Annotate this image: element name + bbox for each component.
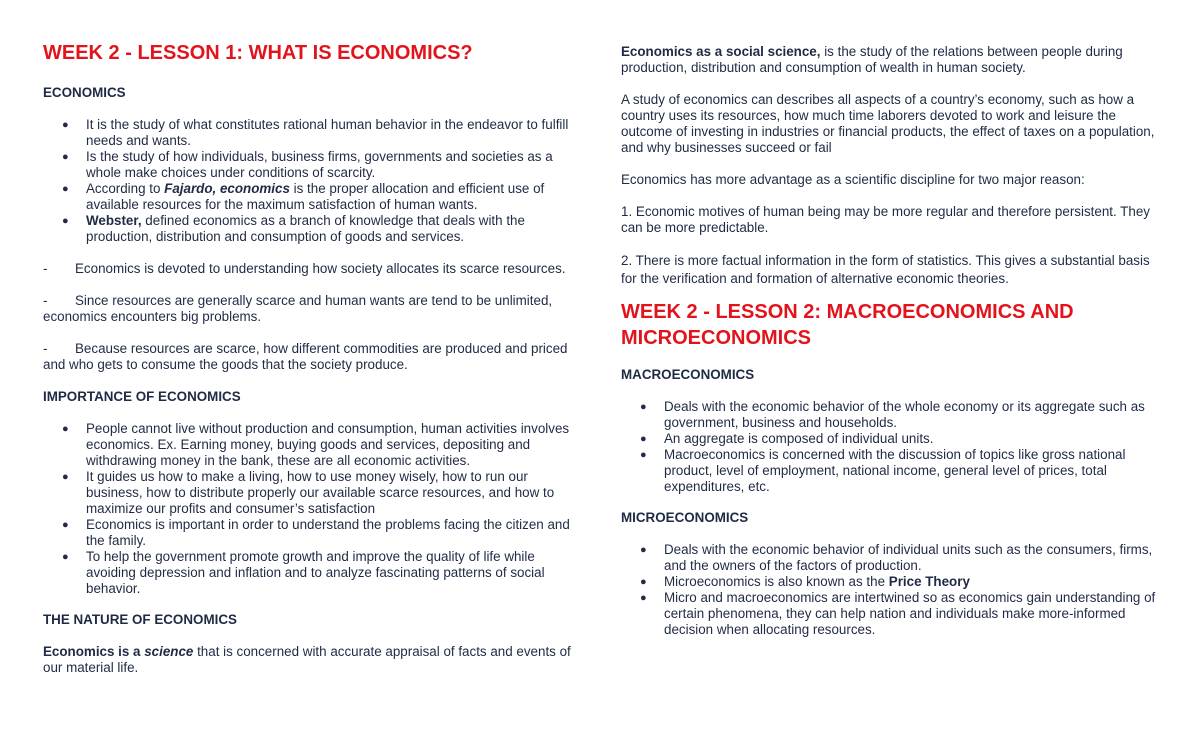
- list-item: ● Economics is important in order to understand the problems facing the citizen and the family.: [62, 517, 570, 548]
- dash-paragraph: - Economics is devoted to understanding how society allocates its scarce resources.: [43, 261, 566, 276]
- list-item: ● An aggregate is composed of individual units.: [640, 431, 934, 446]
- study-paragraph: A study of economics can describes all aspects of a country’s economy, such as how a country uses its resources, how much time laborers devoted to work and leisure the outcome of investing in industries or financial products, the effect of taxes on a population, and why businesses succeed or fail: [621, 92, 1155, 155]
- micro-heading: MICROECONOMICS: [621, 510, 749, 525]
- bullet-icon: ●: [62, 119, 69, 131]
- bullet-icon: ●: [62, 519, 69, 531]
- bullet-icon: ●: [62, 471, 69, 483]
- bullet-icon: ●: [640, 449, 647, 461]
- bullet-icon: ●: [62, 151, 69, 163]
- advantage-paragraph: Economics has more advantage as a scientific discipline for two major reason:: [621, 172, 1085, 187]
- bullet-icon: ●: [640, 544, 647, 556]
- list-item: ● It is the study of what constitutes rational human behavior in the endeavor to fulfill needs and wants.: [62, 117, 569, 148]
- list-item: ● Deals with the economic behavior of individual units such as the consumers, firms, and the owners of the factors of production.: [640, 542, 1153, 573]
- importance-bullet-list: [43, 421, 588, 597]
- macro-bullet-list: [621, 399, 1166, 495]
- bullet-icon: ●: [62, 183, 69, 195]
- importance-heading: IMPORTANCE OF ECONOMICS: [43, 389, 241, 404]
- bullet-icon: ●: [640, 576, 647, 588]
- economics-bullet-list: [43, 117, 588, 245]
- bullet-icon: ●: [62, 423, 69, 435]
- bullet-icon: ●: [62, 551, 69, 563]
- nature-heading: THE NATURE OF ECONOMICS: [43, 612, 237, 627]
- bullet-icon: ●: [640, 433, 647, 445]
- list-item: ● Macroeconomics is concerned with the discussion of topics like gross national product, level of employment, national income, general level of prices, total expenditures, etc.: [640, 447, 1126, 494]
- micro-bullet-list: [621, 542, 1166, 638]
- dash-paragraph: - Because resources are scarce, how different commodities are produced and priced and who gets to consume the goods that the society produce.: [43, 341, 568, 372]
- list-item: ● It guides us how to make a living, how to use money wisely, how to run our business, how to distribute properly our available scarce resources, and how to maximize our profits and consumer’s satisfaction: [62, 469, 555, 516]
- list-item: ● People cannot live without production and consumption, human activities involves economics. Ex. Earning money, buying goods and services, depositing and withdrawing money in the bank, these are all economic activities.: [62, 421, 570, 468]
- reason-two: 2. There is more factual information in the form of statistics. This gives a substantial basis for the verification and formation of alternative economic theories.: [621, 253, 1150, 286]
- macro-heading: MACROECONOMICS: [621, 367, 755, 382]
- list-item: ● Deals with the economic behavior of the whole economy or its aggregate such as government, business and households.: [640, 399, 1145, 430]
- list-item: ● Microeconomics is also known as the Price Theory: [640, 574, 970, 589]
- bullet-icon: ●: [640, 592, 647, 604]
- social-science-paragraph: Economics as a social science, is the study of the relations between people during production, distribution and consumption of wealth in human society.: [621, 44, 1123, 75]
- dash-paragraph: - Since resources are generally scarce and human wants are tend to be unlimited, economics encounters big problems.: [43, 293, 553, 324]
- list-item: ● Is the study of how individuals, business firms, governments and societies as a whole make choices under conditions of scarcity.: [62, 149, 553, 180]
- bullet-icon: ●: [640, 401, 647, 413]
- list-item: ● According to Fajardo, economics is the proper allocation and efficient use of available resources for the maximum satisfaction of human wants.: [62, 181, 545, 212]
- nature-paragraph: Economics is a science that is concerned with accurate appraisal of facts and events of our material life.: [43, 644, 571, 675]
- list-item: ● Webster, defined economics as a branch of knowledge that deals with the production, distribution and consumption of goods and services.: [62, 213, 525, 244]
- reason-one: 1. Economic motives of human being may be more regular and therefore persistent. They can be more predictable.: [621, 204, 1150, 235]
- lesson2-title: WEEK 2 - LESSON 2: MACROECONOMICS AND MICROECONOMICS: [621, 301, 1074, 349]
- economics-heading: ECONOMICS: [43, 85, 126, 100]
- list-item: ● To help the government promote growth and improve the quality of life while avoiding depression and inflation and to analyze fascinating patterns of social behavior.: [62, 549, 545, 596]
- bullet-icon: ●: [62, 215, 69, 227]
- list-item: ● Micro and macroeconomics are intertwined so as economics gain understanding of certain phenomena, they can help nation and individuals make more-informed decision when allocating resources.: [640, 590, 1156, 637]
- lesson1-title: WEEK 2 - LESSON 1: WHAT IS ECONOMICS?: [43, 42, 473, 64]
